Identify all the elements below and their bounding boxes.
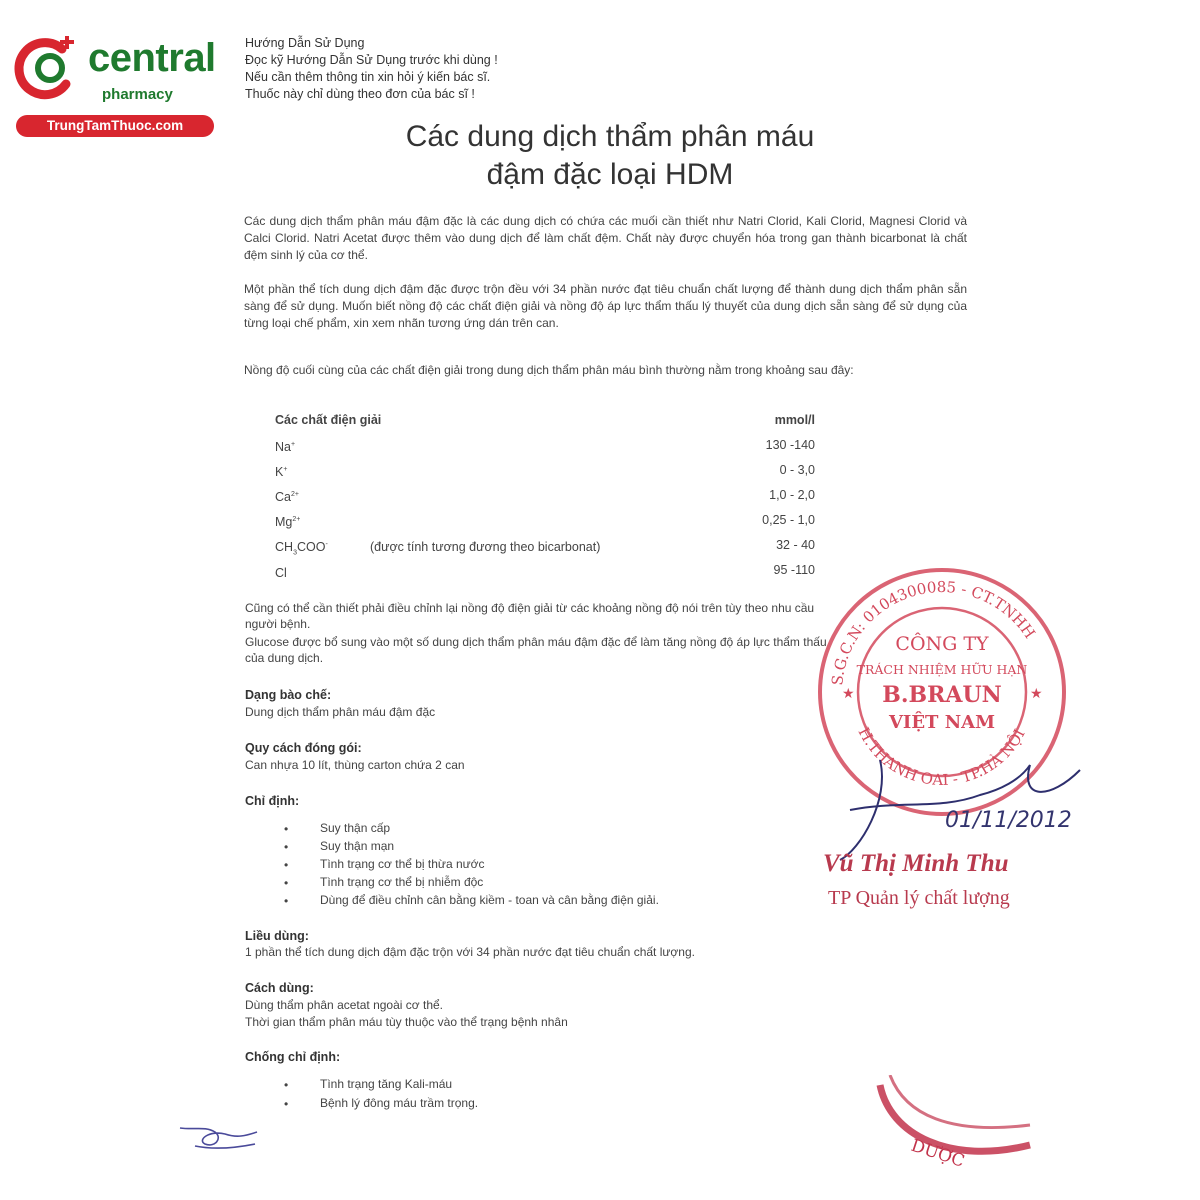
- header-line-2: Đọc kỹ Hướng Dẫn Sử Dụng trước khi dùng !: [245, 53, 498, 67]
- section-usage-line: Thời gian thẩm phân máu tùy thuộc vào thể trạng bệnh nhân: [245, 1015, 568, 1029]
- table-header-name: Các chất điện giải: [275, 413, 382, 427]
- section-dosage-form-text: Dung dịch thẩm phân máu đậm đặc: [245, 705, 436, 719]
- bullet-icon: •: [284, 1097, 289, 1111]
- contraindication-item: Bệnh lý đông máu trầm trọng.: [320, 1096, 479, 1110]
- indication-item: Suy thận cấp: [320, 821, 391, 835]
- signatory-role: TP Quản lý chất lượng: [828, 887, 1010, 909]
- logo-url-badge[interactable]: TrungTamThuoc.com: [16, 115, 214, 137]
- table-row-note: (được tính tương đương theo bicarbonat): [370, 540, 601, 554]
- stamp-bottom-text: H.THANH OAI - TP.HÀ NỘI: [854, 724, 1029, 790]
- intro-paragraph: Các dung dịch thẩm phân máu đậm đặc là các dung dịch có chứa các muối cần thiết như Natri Clorid, Kali Clorid, Magnesi Clorid và Calci Clorid. Natri Acetat được thêm vào dung dịch để làm chất đệm. Chất này được chuyển hóa trong gan thành bicarbonat là chất đệm sinh lý của cơ thể.: [244, 214, 967, 262]
- dilution-paragraph: Một phần thể tích dung dịch đậm đặc được trộn đều với 34 phần nước đạt tiêu chuẩn chất lượng để thành dung dịch thẩm phân sẵn sàng để sử dụng. Muốn biết nồng độ các chất điện giải và nồng độ áp lực thẩm thấu lý thuyết của dung dịch sẵn sàng để sử dụng của từng loại chế phẩm, xin xem nhãn tương ứng dán trên can.: [244, 282, 967, 330]
- table-row: Cl: [275, 566, 287, 580]
- logo-name: central: [88, 36, 216, 80]
- indication-item: Suy thận mạn: [320, 839, 395, 853]
- indication-item: Tình trạng cơ thể bị nhiễm độc: [320, 875, 484, 889]
- contraindication-item: Tình trạng tăng Kali-máu: [320, 1077, 453, 1091]
- star-icon: ★: [842, 685, 855, 701]
- bullet-icon: •: [284, 858, 289, 872]
- table-row: Na+: [275, 440, 296, 454]
- section-dosage-text: 1 phần thể tích dung dịch đậm đặc trộn với 34 phần nước đạt tiêu chuẩn chất lượng.: [245, 945, 695, 959]
- adjust-note-line-1: Cũng có thể cần thiết phải điều chỉnh lại nồng độ điện giải từ các khoảng nồng độ nói trên tùy theo nhu cầu: [245, 601, 815, 615]
- bullet-icon: •: [284, 840, 289, 854]
- section-contraindications-title: Chống chỉ định:: [245, 1050, 341, 1064]
- section-dosage-form-title: Dạng bào chế:: [245, 688, 332, 702]
- partial-stamp: [860, 1075, 1040, 1185]
- table-row-value: 32 - 40: [776, 538, 815, 552]
- table-row-value: 95 -110: [773, 563, 815, 577]
- table-row-value: 0 - 3,0: [779, 463, 815, 477]
- logo-subtitle: pharmacy: [102, 86, 173, 103]
- initials-signature-icon: [175, 1118, 265, 1158]
- section-usage-title: Cách dùng:: [245, 981, 314, 995]
- indication-item: Tình trạng cơ thể bị thừa nước: [320, 857, 485, 871]
- table-row: $Ca^{2+}$: [275, 490, 299, 504]
- concentration-paragraph: Nồng độ cuối cùng của các chất điện giải trong dung dịch thẩm phân máu bình thường nằm trong khoảng sau đây:: [244, 363, 854, 377]
- bullet-icon: •: [284, 876, 289, 890]
- table-row: K+: [275, 465, 288, 479]
- table-row-value: 130 -140: [765, 438, 815, 452]
- central-pharmacy-logo-icon: [10, 36, 92, 102]
- table-row: $CH_3COO^-$: [275, 540, 328, 557]
- title-line-2: đậm đặc loại HDM: [486, 158, 734, 191]
- bullet-icon: •: [284, 822, 289, 836]
- header-line-3: Nếu cần thêm thông tin xin hỏi ý kiến bác sĩ.: [245, 70, 491, 84]
- indication-item: Dùng để điều chỉnh cân bằng kiềm - toan và cân bằng điện giải.: [320, 893, 659, 907]
- section-dosage-title: Liều dùng:: [245, 929, 309, 943]
- table-row-value: 0,25 - 1,0: [762, 513, 815, 527]
- header-line-1: Hướng Dẫn Sử Dụng: [245, 36, 365, 50]
- bullet-icon: •: [284, 1078, 289, 1092]
- adjust-note-line-2: người bệnh.: [245, 617, 311, 631]
- glucose-note-line-2: của dung dịch.: [245, 651, 324, 665]
- stamp-line-4: VIỆT NAM: [888, 712, 996, 733]
- section-packaging-title: Quy cách đóng gói:: [245, 741, 362, 755]
- stamp-line-3: B.BRAUN: [882, 682, 1002, 708]
- star-icon: ★: [1030, 685, 1043, 701]
- table-header-unit: mmol/l: [774, 413, 815, 427]
- section-indications-title: Chỉ định:: [245, 794, 300, 808]
- table-row: $Mg^{2+}$: [275, 515, 301, 529]
- stamp-line-2: TRÁCH NHIỆM HỮU HẠN: [856, 662, 1028, 677]
- pharmacy-logo[interactable]: [10, 36, 215, 136]
- title-line-1: Các dung dịch thẩm phân máu: [405, 120, 815, 153]
- table-row-value: 1,0 - 2,0: [769, 488, 815, 502]
- stamp-line-1: CÔNG TY: [895, 633, 989, 655]
- glucose-note-line-1: Glucose được bổ sung vào một số dung dịch thẩm phân máu đậm đặc để làm tăng nồng độ áp lực thẩm thấu: [245, 635, 827, 649]
- section-usage-line: Dùng thẩm phân acetat ngoài cơ thể.: [245, 998, 443, 1012]
- section-packaging-text: Can nhựa 10 lít, thùng carton chứa 2 can: [245, 758, 465, 772]
- partial-stamp-text: DƯỢC: [908, 1135, 967, 1172]
- header-line-4: Thuốc này chỉ dùng theo đơn của bác sĩ !: [245, 87, 475, 101]
- bullet-icon: •: [284, 894, 289, 908]
- document-title: [240, 118, 980, 194]
- signature-date: 01/11/2012: [945, 808, 1072, 833]
- stamp-outer-text: S.G.C.N: 0104300085 - CT.TNHH: [828, 577, 1039, 687]
- signatory-name: Vũ Thị Minh Thu: [823, 850, 1009, 877]
